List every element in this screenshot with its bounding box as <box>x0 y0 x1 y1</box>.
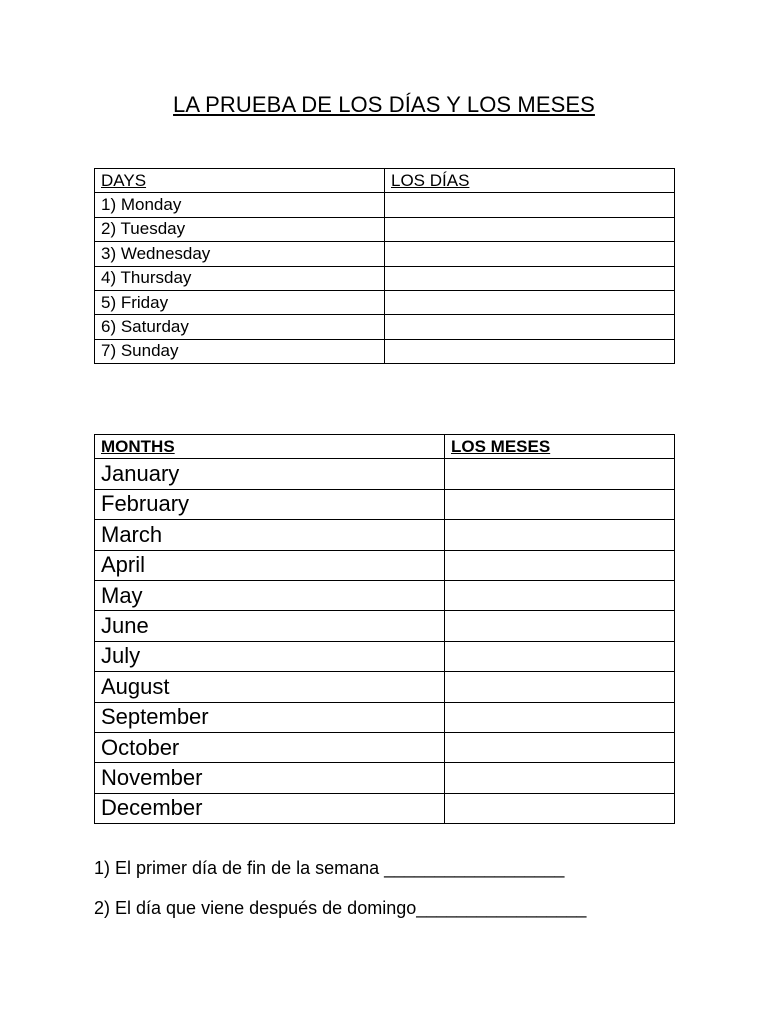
table-row <box>95 290 675 314</box>
table-row <box>95 641 675 671</box>
answer-cell[interactable] <box>445 763 675 793</box>
month-cell: August <box>95 672 445 702</box>
answer-cell[interactable] <box>385 266 675 290</box>
month-cell: January <box>95 459 445 489</box>
answer-cell[interactable] <box>445 702 675 732</box>
table-row <box>95 459 675 489</box>
month-cell: May <box>95 580 445 610</box>
day-cell: 4) Thursday <box>95 266 385 290</box>
table-row <box>95 193 675 217</box>
days-table <box>94 168 675 364</box>
table-row <box>95 672 675 702</box>
answer-cell[interactable] <box>445 580 675 610</box>
table-row <box>95 266 675 290</box>
answer-cell[interactable] <box>385 290 675 314</box>
table-row <box>95 339 675 363</box>
days-header-row <box>95 169 675 193</box>
table-row <box>95 793 675 823</box>
month-cell: July <box>95 641 445 671</box>
answer-cell[interactable] <box>445 793 675 823</box>
months-table <box>94 434 675 824</box>
answer-cell[interactable] <box>445 550 675 580</box>
months-header-row <box>95 435 675 459</box>
table-row <box>95 732 675 762</box>
day-cell: 6) Saturday <box>95 315 385 339</box>
answer-cell[interactable] <box>445 641 675 671</box>
answer-cell[interactable] <box>385 193 675 217</box>
month-cell: September <box>95 702 445 732</box>
question-2: 2) El día que viene después de domingo_________________ <box>94 898 587 918</box>
month-cell: December <box>95 793 445 823</box>
month-cell: March <box>95 520 445 550</box>
month-cell: February <box>95 489 445 519</box>
month-cell: April <box>95 550 445 580</box>
day-cell: 3) Wednesday <box>95 242 385 266</box>
answer-cell[interactable] <box>385 217 675 241</box>
days-header: DAYS <box>95 169 385 193</box>
day-cell: 7) Sunday <box>95 339 385 363</box>
day-cell: 1) Monday <box>95 193 385 217</box>
question-1: 1) El primer día de fin de la semana __________________ <box>94 858 565 878</box>
day-cell: 2) Tuesday <box>95 217 385 241</box>
answer-cell[interactable] <box>385 242 675 266</box>
month-cell: November <box>95 763 445 793</box>
answer-cell[interactable] <box>445 459 675 489</box>
month-cell: October <box>95 732 445 762</box>
answer-cell[interactable] <box>385 315 675 339</box>
answer-cell[interactable] <box>445 732 675 762</box>
table-row <box>95 315 675 339</box>
answer-cell[interactable] <box>385 339 675 363</box>
answer-cell[interactable] <box>445 520 675 550</box>
los-dias-header: LOS DÍAS <box>385 169 675 193</box>
day-cell: 5) Friday <box>95 290 385 314</box>
answer-cell[interactable] <box>445 611 675 641</box>
table-row <box>95 489 675 519</box>
los-meses-header: LOS MESES <box>445 435 675 459</box>
answer-cell[interactable] <box>445 489 675 519</box>
table-row <box>95 580 675 610</box>
table-row <box>95 763 675 793</box>
page-title: LA PRUEBA DE LOS DÍAS Y LOS MESES <box>173 92 595 117</box>
month-cell: June <box>95 611 445 641</box>
table-row <box>95 520 675 550</box>
table-row <box>95 217 675 241</box>
table-row <box>95 550 675 580</box>
months-header: MONTHS <box>95 435 445 459</box>
table-row <box>95 242 675 266</box>
table-row <box>95 702 675 732</box>
answer-cell[interactable] <box>445 672 675 702</box>
table-row <box>95 611 675 641</box>
